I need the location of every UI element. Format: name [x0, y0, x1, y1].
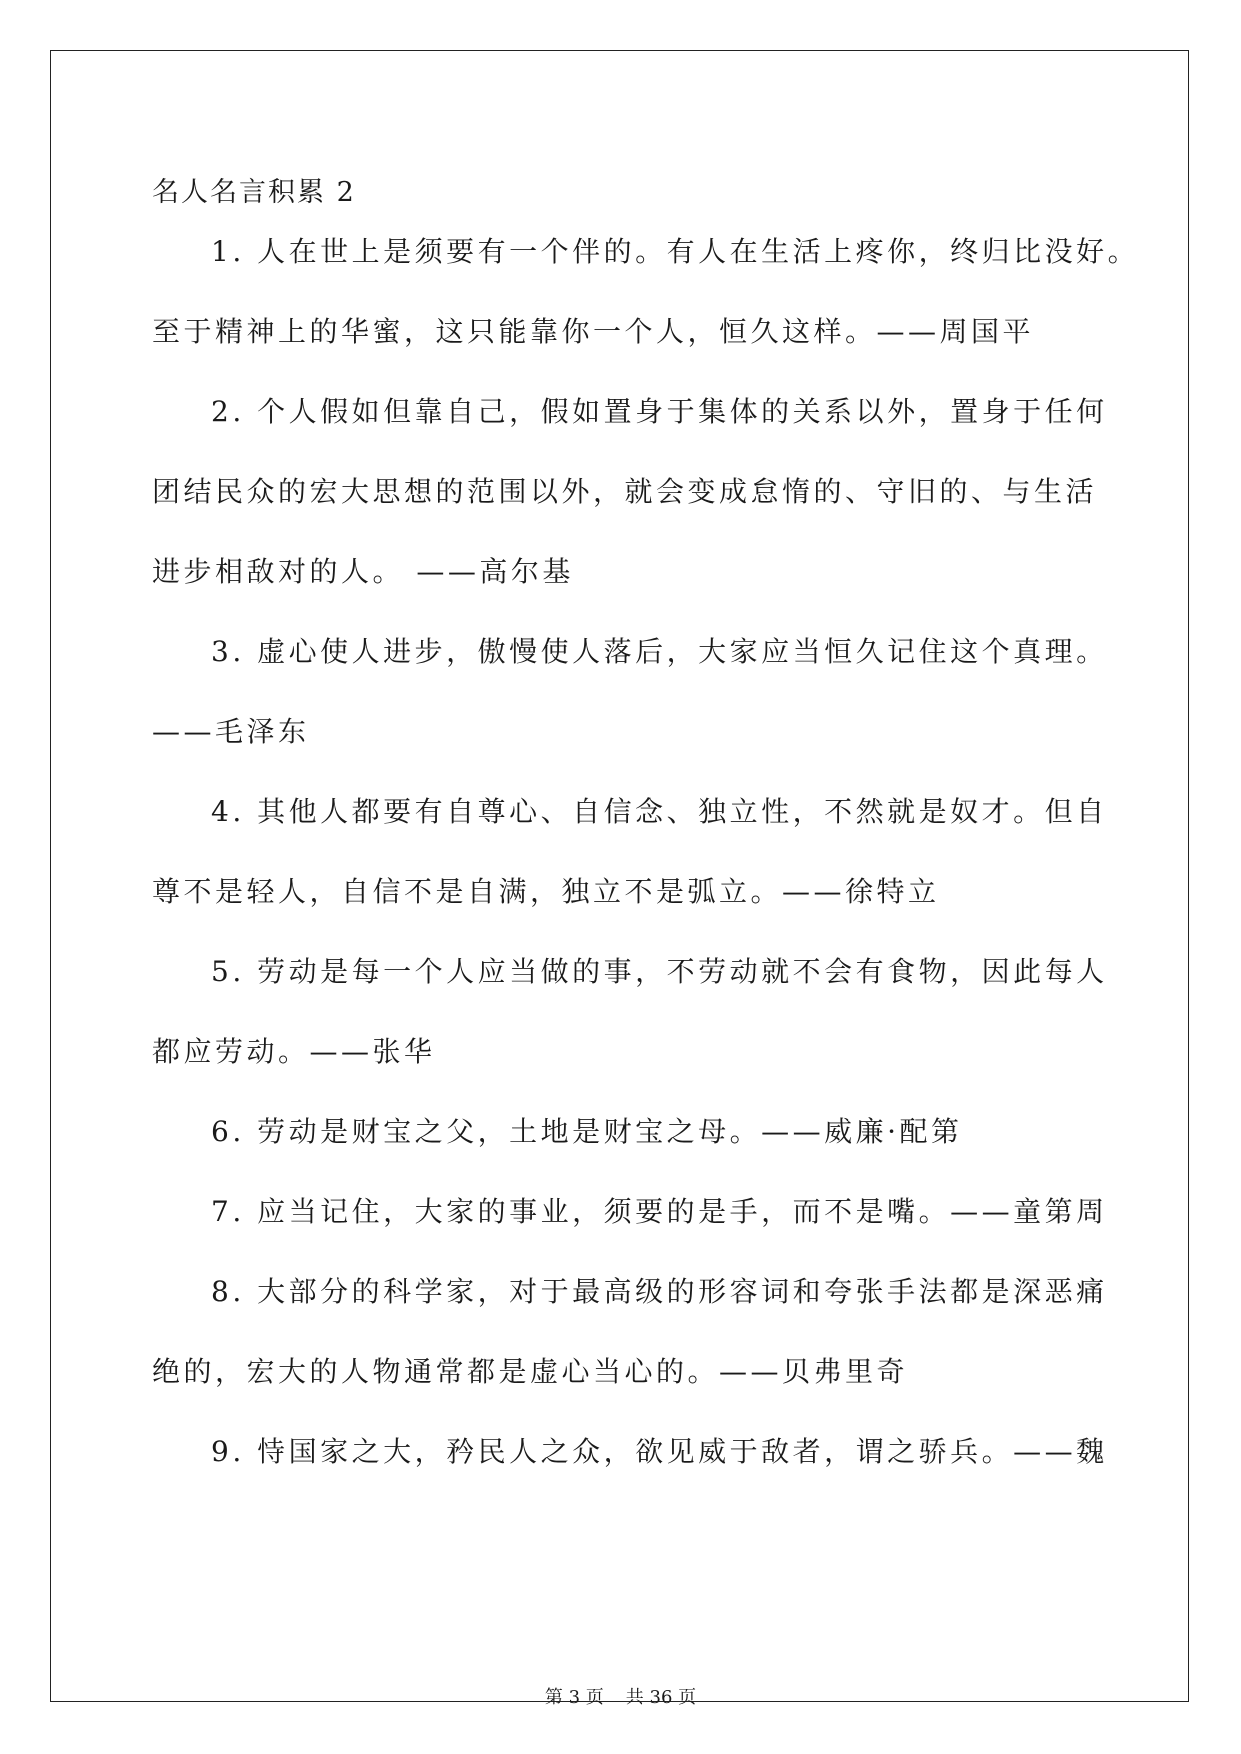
page-total: 共 36 页	[625, 1687, 697, 1708]
quote-5-line-1: 5. 劳动是每一个人应当做的事，不劳动就不会有食物，因此每人	[211, 955, 1108, 988]
quote-4-line-2: 尊不是轻人，自信不是自满，独立不是弧立。——徐特立	[152, 875, 940, 908]
quote-5-line-2: 都应劳动。——张华	[152, 1035, 436, 1068]
quote-2-line-1: 2. 个人假如但靠自己，假如置身于集体的关系以外，置身于任何	[211, 395, 1108, 428]
quote-1-line-1: 1. 人在世上是须要有一个伴的。有人在生活上疼你，终归比没好。	[211, 235, 1140, 268]
page-number: 第 3 页	[544, 1687, 604, 1708]
page-footer	[0, 1683, 1241, 1709]
quote-4-line-1: 4. 其他人都要有自尊心、自信念、独立性，不然就是奴才。但自	[211, 795, 1108, 828]
quote-2-line-2: 团结民众的宏大思想的范围以外，就会变成怠惰的、守旧的、与生活	[152, 475, 1098, 508]
quote-8-line-2: 绝的，宏大的人物通常都是虚心当心的。——贝弗里奇	[152, 1355, 909, 1388]
quote-9-line-1: 9. 恃国家之大，矜民人之众，欲见威于敌者，谓之骄兵。——魏	[211, 1435, 1108, 1468]
quote-8-line-1: 8. 大部分的科学家，对于最高级的形容词和夸张手法都是深恶痛	[211, 1275, 1108, 1308]
quote-3-line-1: 3. 虚心使人进步，傲慢使人落后，大家应当恒久记住这个真理。	[211, 635, 1108, 668]
quote-1-line-2: 至于精神上的华蜜，这只能靠你一个人，恒久这样。——周国平	[152, 315, 1035, 348]
quote-3-line-2: ——毛泽东	[152, 715, 310, 748]
document-title: 名人名言积累 2	[152, 177, 356, 208]
quote-2-line-3: 进步相敌对的人。 ——高尔基	[152, 555, 574, 588]
quote-6-line-1: 6. 劳动是财宝之父，土地是财宝之母。——威廉·配第	[211, 1115, 963, 1148]
quote-7-line-1: 7. 应当记住，大家的事业，须要的是手，而不是嘴。——童第周	[211, 1195, 1108, 1228]
